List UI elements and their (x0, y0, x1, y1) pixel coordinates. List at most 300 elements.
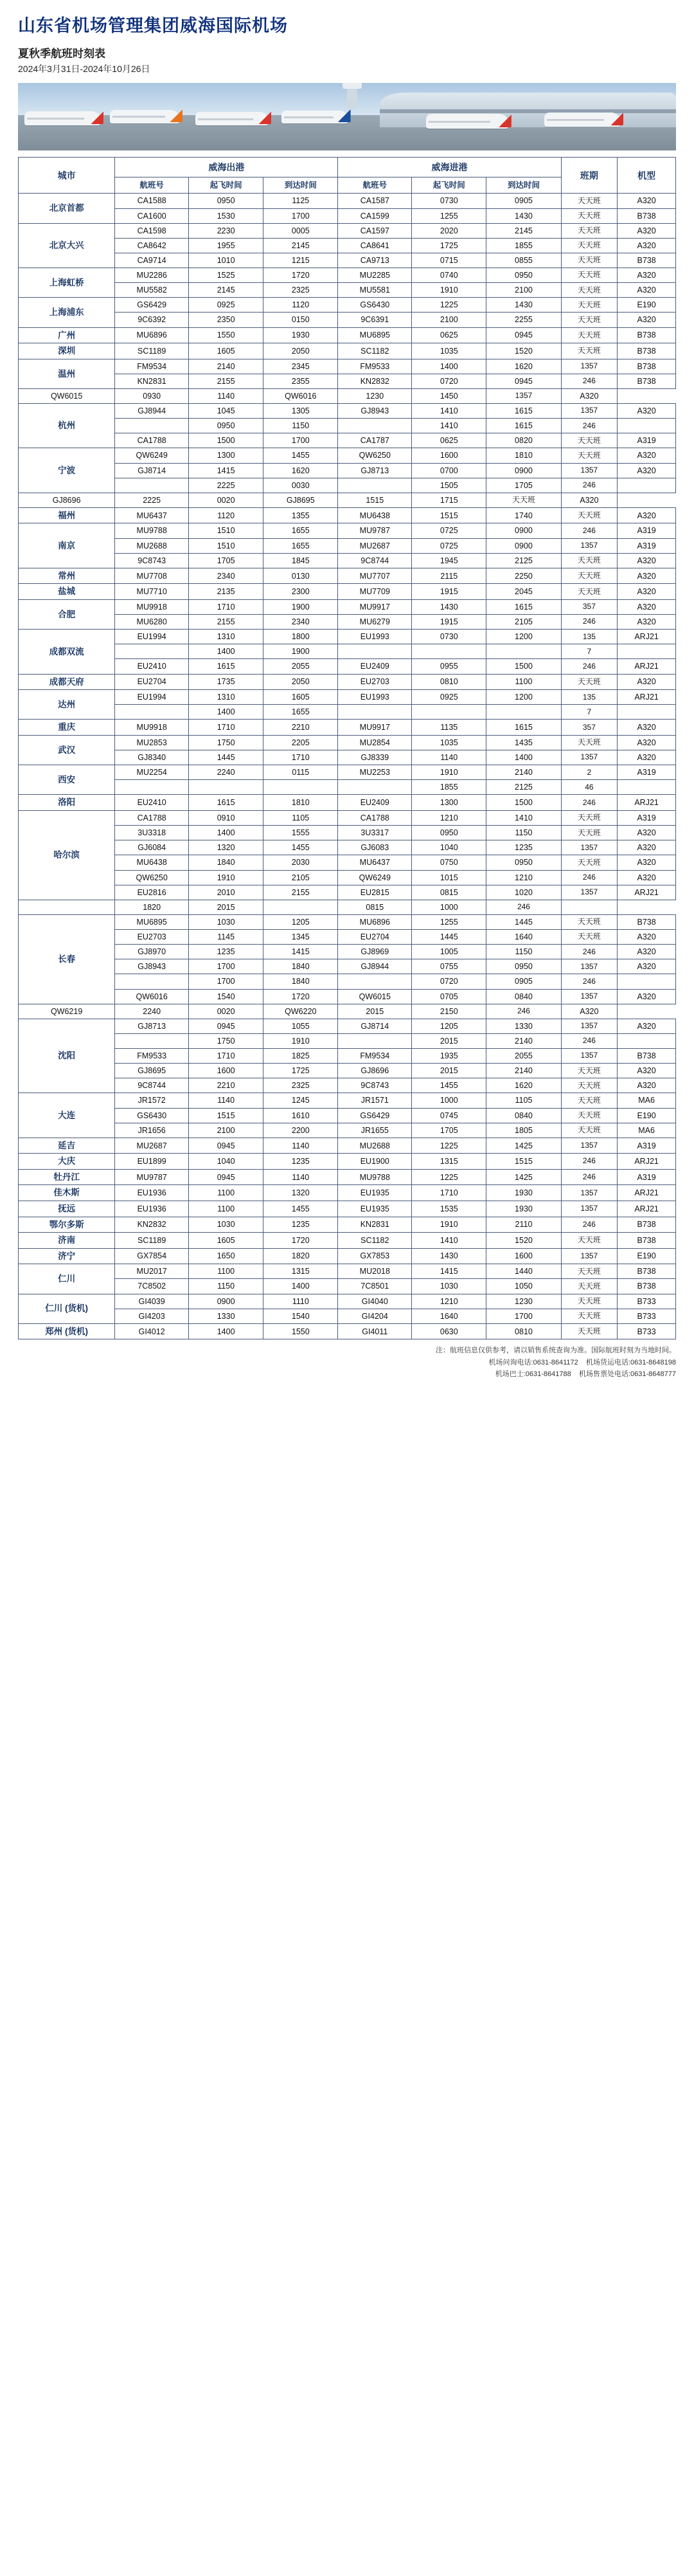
arr-time-cell: 1000 (412, 900, 486, 914)
schedule-cell: 天天班 (561, 313, 618, 327)
dep-flight-no-cell: SC1189 (115, 343, 189, 359)
aircraft-cell: A320 (618, 584, 676, 600)
dep-flight-no-cell (115, 780, 189, 795)
dep-flight-no-cell (115, 419, 189, 433)
dep-arrival-time-cell: 2205 (263, 735, 338, 750)
aircraft-cell: B738 (618, 343, 676, 359)
col-schedule: 班期 (561, 158, 618, 194)
arr-time-cell: 1620 (486, 359, 561, 374)
arr-time-cell: 1210 (486, 870, 561, 885)
arr-departure-time-cell: 1945 (412, 553, 486, 568)
aircraft-cell: A320 (618, 930, 676, 945)
dep-arrival-time-cell: 2345 (263, 359, 338, 374)
arr-time-cell: 1520 (486, 343, 561, 359)
table-row (19, 268, 676, 283)
dep-time-cell: 2155 (189, 615, 263, 630)
arr-flight-no-cell: GJ8696 (338, 1064, 412, 1078)
arr-flight-no-cell: 9C8743 (338, 1078, 412, 1093)
arr-time-cell: 2140 (486, 765, 561, 780)
dep-flight-no-cell: GJ8695 (115, 1064, 189, 1078)
dep-time-cell: 1510 (189, 538, 263, 553)
city-cell: 杭州 (19, 404, 115, 448)
schedule-cell: 246 (561, 870, 618, 885)
schedule-cell: 246 (561, 615, 618, 630)
aircraft-cell: A320 (618, 553, 676, 568)
arr-departure-time-cell: 2015 (338, 1004, 412, 1019)
schedule-cell: 天天班 (561, 433, 618, 448)
arr-departure-time-cell: 0630 (412, 1323, 486, 1339)
dep-arrival-time-cell: 1555 (263, 826, 338, 840)
arr-departure-time-cell: 2015 (412, 1064, 486, 1078)
dep-arrival-time-cell: 1315 (263, 1264, 338, 1279)
arr-flight-no-cell: JR1655 (338, 1123, 412, 1138)
aircraft-cell: B733 (618, 1294, 676, 1309)
arr-flight-no-cell: CA8641 (338, 238, 412, 253)
dep-flight-no-cell: KN2832 (115, 1217, 189, 1233)
dep-time-cell: 1710 (189, 1049, 263, 1064)
schedule-cell: 246 (486, 900, 561, 914)
dep-arrival-time-cell: 1840 (263, 974, 338, 989)
arr-departure-time-cell: 1415 (412, 1264, 486, 1279)
arr-time-cell (486, 705, 561, 720)
aircraft-cell: A320 (618, 463, 676, 478)
city-cell: 深圳 (19, 343, 115, 359)
arr-departure-time-cell: 1710 (412, 1185, 486, 1201)
schedule-cell: 1357 (561, 989, 618, 1004)
arr-flight-no-cell: MU7709 (338, 584, 412, 600)
schedule-cell: 天天班 (561, 448, 618, 463)
table-row (19, 194, 676, 208)
table-row (19, 959, 676, 974)
dep-flight-no-cell: 9C6392 (115, 313, 189, 327)
arr-departure-time-cell: 1705 (412, 1123, 486, 1138)
dep-time-cell: 1300 (189, 448, 263, 463)
arr-time-cell: 1330 (486, 1019, 561, 1033)
dep-arrival-time-cell: 1840 (263, 959, 338, 974)
arr-departure-time-cell: 2100 (412, 313, 486, 327)
arr-flight-no-cell: CA1787 (338, 433, 412, 448)
control-tower (347, 86, 357, 109)
schedule-cell: 246 (561, 945, 618, 959)
city-cell: 上海虹桥 (19, 268, 115, 298)
contact-footer (18, 1357, 676, 1380)
aircraft-cell: B738 (618, 327, 676, 343)
dep-time-cell: 1910 (189, 870, 263, 885)
arr-departure-time-cell: 1915 (412, 615, 486, 630)
dep-time-cell: 2140 (189, 359, 263, 374)
table-row (19, 750, 676, 765)
arr-time-cell: 1930 (486, 1185, 561, 1201)
dep-time-cell: 2135 (189, 584, 263, 600)
aircraft-cell: A319 (618, 523, 676, 538)
arr-departure-time-cell: 1535 (412, 1201, 486, 1217)
schedule-cell: 天天班 (561, 1279, 618, 1294)
arr-flight-no-cell: GX7853 (338, 1248, 412, 1264)
dep-time-cell: 2240 (189, 765, 263, 780)
city-cell: 洛阳 (19, 795, 115, 811)
inquiry-phone: 机场问询电话:0631-8641172 (488, 1359, 578, 1367)
arr-time-cell: 1230 (486, 1294, 561, 1309)
city-cell: 重庆 (19, 720, 115, 736)
arr-departure-time-cell: 1725 (412, 238, 486, 253)
arr-flight-no-cell (338, 1033, 412, 1048)
arr-flight-no-cell: CA1597 (338, 223, 412, 238)
dep-arrival-time-cell: 1930 (263, 327, 338, 343)
dep-flight-no-cell: EU1899 (115, 1154, 189, 1170)
dep-flight-no-cell: QW6250 (115, 870, 189, 885)
aircraft-cell: ARJ21 (618, 1185, 676, 1201)
dep-arrival-time-cell: 1720 (263, 1233, 338, 1249)
arr-departure-time-cell: 2015 (412, 1033, 486, 1048)
aircraft-cell: A320 (618, 989, 676, 1004)
schedule-cell: 1357 (561, 885, 618, 900)
schedule-cell: 天天班 (561, 253, 618, 268)
city-cell: 哈尔滨 (19, 811, 115, 900)
table-row (19, 538, 676, 553)
schedule-cell: 246 (561, 374, 618, 388)
aircraft-cell: A320 (618, 223, 676, 238)
schedule-cell: 7 (561, 644, 618, 659)
aircraft-3 (195, 112, 269, 125)
arr-departure-time-cell: 1035 (412, 735, 486, 750)
dep-time-cell: 1030 (189, 914, 263, 929)
airport-photo (18, 83, 676, 150)
arr-flight-no-cell: GJ8339 (338, 750, 412, 765)
dep-flight-no-cell: MU2254 (115, 765, 189, 780)
city-cell: 达州 (19, 690, 115, 720)
table-row (19, 1108, 676, 1123)
arr-departure-time-cell: 0810 (412, 674, 486, 690)
schedule-cell: 135 (561, 630, 618, 644)
aircraft-cell: A320 (618, 1078, 676, 1093)
arr-flight-no-cell: GJ8944 (338, 959, 412, 974)
dep-flight-no-cell: EU2410 (115, 795, 189, 811)
dep-flight-no-cell (115, 478, 189, 493)
dep-arrival-time-cell: 2200 (263, 1123, 338, 1138)
arr-flight-no-cell: MU6438 (338, 507, 412, 523)
dep-flight-no-cell: GJ8944 (115, 404, 189, 419)
aircraft-cell: ARJ21 (618, 885, 676, 900)
arr-flight-no-cell (338, 974, 412, 989)
schedule-cell: 246 (561, 795, 618, 811)
arr-departure-time-cell: 0925 (412, 690, 486, 705)
aircraft-cell: A319 (618, 433, 676, 448)
arr-departure-time-cell: 1600 (412, 448, 486, 463)
arr-time-cell: 1020 (486, 885, 561, 900)
arr-flight-no-cell: MU2018 (338, 1264, 412, 1279)
dep-flight-no-cell: CA1600 (115, 208, 189, 223)
arr-time-cell: 2255 (486, 313, 561, 327)
schedule-cell: 246 (561, 974, 618, 989)
schedule-cell: 天天班 (561, 930, 618, 945)
schedule-cell: 天天班 (561, 584, 618, 600)
aircraft-cell: A320 (618, 615, 676, 630)
aircraft-cell: B738 (618, 1217, 676, 1233)
dep-flight-no-cell: GI4012 (115, 1323, 189, 1339)
aircraft-cell (618, 419, 676, 433)
dep-arrival-time-cell: 2325 (263, 1078, 338, 1093)
arr-departure-time-cell: 1255 (412, 914, 486, 929)
dep-time-cell: 1100 (189, 1185, 263, 1201)
table-row (19, 388, 676, 403)
arr-flight-no-cell: SC1182 (338, 343, 412, 359)
aircraft-cell (618, 780, 676, 795)
aircraft-cell: A320 (618, 313, 676, 327)
arr-flight-no-cell: JR1571 (338, 1093, 412, 1108)
table-row (19, 1004, 676, 1019)
schedule-cell: 天天班 (561, 283, 618, 298)
dep-time-cell: 1750 (189, 1033, 263, 1048)
city-cell: 佳木斯 (19, 1185, 115, 1201)
dep-time-cell: 0910 (189, 811, 263, 826)
col-arr-time: 到达时间 (486, 177, 561, 194)
arr-flight-no-cell: MU9917 (338, 720, 412, 736)
arr-time-cell: 1100 (486, 674, 561, 690)
city-cell: 仁川 (19, 1264, 115, 1294)
schedule-cell: 46 (561, 780, 618, 795)
table-note: 注：航班信息仅供参考，请以销售系统查询为准。国际航班时刻为当地时间。 (436, 1347, 676, 1355)
table-row (19, 433, 676, 448)
aircraft-cell: ARJ21 (618, 630, 676, 644)
arr-time-cell: 2140 (486, 1064, 561, 1078)
dep-flight-no-cell: EU1994 (115, 630, 189, 644)
arr-time-cell: 0950 (486, 268, 561, 283)
col-dep-arr-time: 到达时间 (263, 177, 338, 194)
arr-time-cell: 0905 (486, 974, 561, 989)
dep-time-cell: 1010 (189, 253, 263, 268)
dep-flight-no-cell (115, 1033, 189, 1048)
arr-time-cell: 1440 (486, 1264, 561, 1279)
arr-time-cell: 1235 (486, 840, 561, 855)
dep-arrival-time-cell: 2155 (263, 885, 338, 900)
arr-departure-time-cell: 1040 (412, 840, 486, 855)
dep-time-cell: 1400 (189, 644, 263, 659)
arr-departure-time-cell: 0720 (412, 974, 486, 989)
arr-departure-time-cell: 1855 (412, 780, 486, 795)
dep-time-cell: 1445 (189, 750, 263, 765)
arr-time-cell: 2145 (486, 223, 561, 238)
page-subtitle: 夏秋季航班时刻表 (18, 48, 105, 60)
arr-departure-time-cell: 0815 (412, 885, 486, 900)
arr-flight-no-cell: GJ8943 (338, 404, 412, 419)
table-row (19, 493, 676, 507)
table-row (19, 313, 676, 327)
schedule-cell: 天天班 (561, 568, 618, 584)
dep-time-cell: 1320 (189, 840, 263, 855)
arr-time-cell: 0945 (486, 374, 561, 388)
arr-departure-time-cell: 1030 (412, 1279, 486, 1294)
table-row (19, 720, 676, 736)
schedule-cell: 246 (561, 1217, 618, 1233)
flight-schedule-table (18, 157, 676, 1339)
aircraft-cell: MA6 (618, 1123, 676, 1138)
schedule-cell: 天天班 (561, 1309, 618, 1323)
arr-flight-no-cell: MU9917 (338, 599, 412, 614)
aircraft-cell: A320 (618, 959, 676, 974)
arr-departure-time-cell: 1230 (338, 388, 412, 403)
table-row (19, 811, 676, 826)
aircraft-cell: A319 (618, 811, 676, 826)
arr-time-cell: 0840 (486, 1108, 561, 1123)
table-row (19, 644, 676, 659)
aircraft-cell (618, 1033, 676, 1048)
arr-flight-no-cell: GJ6083 (338, 840, 412, 855)
table-header-row-1 (19, 158, 676, 177)
arr-flight-no-cell: CA1599 (338, 208, 412, 223)
arr-time-cell: 0900 (486, 463, 561, 478)
arr-time-cell: 2055 (486, 1049, 561, 1064)
table-row (19, 283, 676, 298)
ticket-office-phone: 机场售票处电话:0631-8648777 (578, 1370, 676, 1378)
aircraft-cell: A320 (618, 826, 676, 840)
table-row (19, 914, 676, 929)
aircraft-cell: A320 (618, 1019, 676, 1033)
arr-departure-time-cell: 1430 (412, 1248, 486, 1264)
arr-flight-no-cell: MU2285 (338, 268, 412, 283)
table-row (19, 1217, 676, 1233)
dep-flight-no-cell: EU1936 (115, 1185, 189, 1201)
dep-time-cell: 0950 (189, 419, 263, 433)
dep-time-cell: 1605 (189, 1233, 263, 1249)
schedule-cell: 1357 (561, 404, 618, 419)
schedule-cell: 1357 (561, 840, 618, 855)
dep-time-cell: 2350 (189, 313, 263, 327)
aircraft-cell: B738 (618, 1264, 676, 1279)
city-cell: 福州 (19, 507, 115, 523)
arr-departure-time-cell: 0625 (412, 327, 486, 343)
aircraft-4 (281, 111, 349, 123)
arr-time-cell: 1740 (486, 507, 561, 523)
dep-flight-no-cell: FM9534 (115, 359, 189, 374)
footer-line-2 (18, 1369, 676, 1381)
arr-flight-no-cell: GJ8713 (338, 463, 412, 478)
aircraft-cell: ARJ21 (618, 690, 676, 705)
dep-arrival-time-cell: 1125 (263, 194, 338, 208)
dep-arrival-time-cell: 1700 (263, 433, 338, 448)
aircraft-cell: A320 (618, 448, 676, 463)
arr-departure-time-cell: 1410 (412, 419, 486, 433)
dep-time-cell: 1650 (189, 1248, 263, 1264)
dep-arrival-time-cell: 1140 (263, 1169, 338, 1185)
dep-time-cell: 1140 (189, 1093, 263, 1108)
dep-arrival-time-cell: 1320 (263, 1185, 338, 1201)
table-row (19, 238, 676, 253)
arr-flight-no-cell: GJ8714 (338, 1019, 412, 1033)
table-row (19, 1233, 676, 1249)
dep-flight-no-cell: 7C8502 (115, 1279, 189, 1294)
city-cell: 大庆 (19, 1154, 115, 1170)
arr-departure-time-cell: 0715 (412, 253, 486, 268)
arr-departure-time-cell: 0815 (338, 900, 412, 914)
schedule-cell: 1357 (486, 388, 561, 403)
dep-flight-no-cell: MU2853 (115, 735, 189, 750)
dep-flight-no-cell: MU9918 (115, 720, 189, 736)
dep-flight-no-cell: GI4039 (115, 1294, 189, 1309)
dep-flight-no-cell: GS6429 (115, 298, 189, 313)
arr-departure-time-cell: 0725 (412, 523, 486, 538)
dep-time-cell: 1600 (189, 1064, 263, 1078)
arr-departure-time-cell: 1430 (412, 599, 486, 614)
dep-flight-no-cell: GJ8696 (19, 493, 115, 507)
arr-flight-no-cell: QW6250 (338, 448, 412, 463)
dep-arrival-time-cell: 1800 (263, 630, 338, 644)
dep-time-cell: 1700 (189, 959, 263, 974)
arr-departure-time-cell: 0730 (412, 194, 486, 208)
dep-flight-no-cell: 3U3318 (115, 826, 189, 840)
arr-flight-no-cell: KN2832 (338, 374, 412, 388)
dep-flight-no-cell: JR1656 (115, 1123, 189, 1138)
schedule-cell: 天天班 (561, 674, 618, 690)
dep-arrival-time-cell: 2050 (263, 343, 338, 359)
table-row (19, 1279, 676, 1294)
table-row (19, 1064, 676, 1078)
dep-arrival-time-cell: 1845 (263, 553, 338, 568)
footer-line-1 (18, 1357, 676, 1369)
aircraft-cell (618, 644, 676, 659)
city-cell: 大连 (19, 1093, 115, 1138)
schedule-cell: 357 (561, 599, 618, 614)
schedule-cell: 357 (561, 720, 618, 736)
table-row (19, 989, 676, 1004)
arr-flight-no-cell (338, 780, 412, 795)
arr-flight-no-cell: EU2815 (338, 885, 412, 900)
table-row (19, 1049, 676, 1064)
table-row (19, 404, 676, 419)
table-row (19, 870, 676, 885)
arr-time-cell: 1620 (486, 1078, 561, 1093)
arr-time-cell: 1150 (486, 945, 561, 959)
aircraft-cell: A320 (618, 238, 676, 253)
arr-time-cell: 0905 (486, 194, 561, 208)
aircraft-cell: A319 (618, 1169, 676, 1185)
dep-time-cell: 1515 (189, 1108, 263, 1123)
schedule-cell: 1357 (561, 1019, 618, 1033)
schedule-cell: 天天班 (561, 1093, 618, 1108)
schedule-cell: 1357 (561, 1248, 618, 1264)
arr-flight-no-cell: MU6437 (338, 855, 412, 870)
table-row (19, 615, 676, 630)
arr-flight-no-cell: 9C6391 (338, 313, 412, 327)
table-row (19, 1248, 676, 1264)
terminal-building (380, 93, 676, 128)
city-cell: 广州 (19, 327, 115, 343)
dep-flight-no-cell: MU9788 (115, 523, 189, 538)
schedule-cell: 1357 (561, 538, 618, 553)
schedule-cell: 天天班 (561, 735, 618, 750)
arr-flight-no-cell: EU1935 (338, 1201, 412, 1217)
dep-flight-no-cell: MU2687 (115, 1138, 189, 1154)
dep-flight-no-cell: MU2017 (115, 1264, 189, 1279)
arr-flight-no-cell: MU2688 (338, 1138, 412, 1154)
arr-flight-no-cell: EU2703 (338, 674, 412, 690)
table-row (19, 630, 676, 644)
dep-time-cell: 1045 (189, 404, 263, 419)
dep-time-cell: 1500 (189, 433, 263, 448)
arr-time-cell: 1410 (486, 811, 561, 826)
dep-time-cell (189, 780, 263, 795)
aircraft-cell: A319 (618, 1138, 676, 1154)
arr-departure-time-cell: 1910 (412, 283, 486, 298)
arr-time-cell: 1500 (486, 659, 561, 674)
dep-arrival-time-cell: 2055 (263, 659, 338, 674)
arr-departure-time-cell: 1005 (412, 945, 486, 959)
arr-flight-no-cell: EU2409 (338, 795, 412, 811)
dep-arrival-time-cell (263, 780, 338, 795)
dep-flight-no-cell (115, 705, 189, 720)
arr-time-cell: 1615 (486, 404, 561, 419)
dep-flight-no-cell: MU6437 (115, 507, 189, 523)
dep-arrival-time-cell: 0020 (189, 493, 263, 507)
